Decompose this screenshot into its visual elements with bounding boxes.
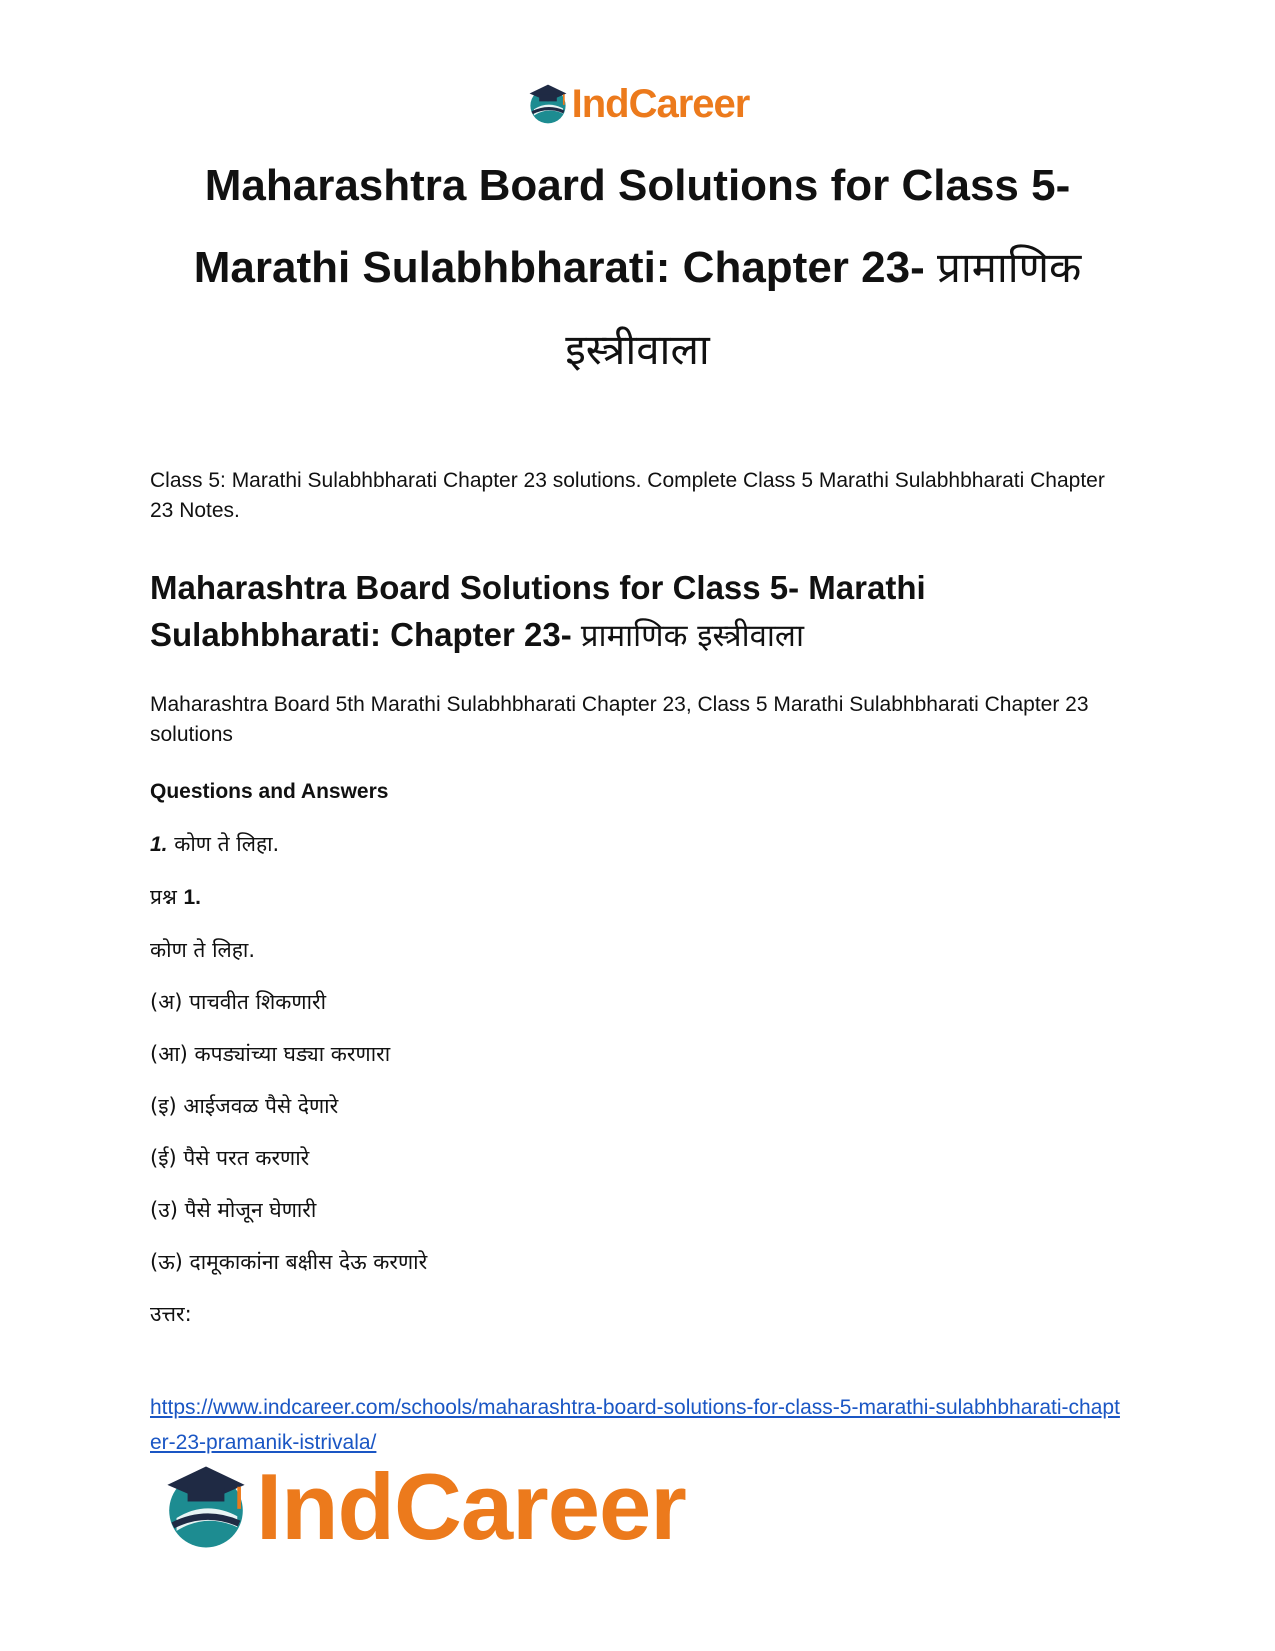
prashna-label — [150, 882, 1130, 913]
source-link[interactable]: https://www.indcareer.com/schools/maharashtra-board-solutions-for-class-5-marathi-sulabhbharati-chapter-23-pramanik-istrivala/ — [150, 1396, 1120, 1454]
list-item: (आ) कपड्यांच्या घड्या करणारा — [150, 1042, 391, 1066]
list-item: (ऊ) दामूकाकांना बक्षीस देऊ करणारे — [150, 1250, 428, 1274]
intro-paragraph: Class 5: Marathi Sulabhbharati Chapter 23 solutions. Complete Class 5 Marathi Sulabhbharati Chapter 23 Notes. — [150, 469, 1105, 522]
brand-wordmark: IndCareer — [571, 82, 750, 126]
question-prompt: कोण ते लिहा. — [150, 938, 256, 962]
list-item: (उ) पैसे मोजून घेणारी — [150, 1198, 317, 1222]
graduation-cap-globe-icon — [160, 1461, 252, 1553]
title-line-1: Maharashtra Board Solutions for Class 5- — [204, 161, 1071, 210]
graduation-cap-globe-icon — [526, 82, 570, 126]
footer-logo — [160, 1454, 686, 1559]
title-line-3-marathi: इस्त्रीवाला — [565, 325, 710, 374]
article-body — [150, 466, 1130, 1329]
qa-heading: Questions and Answers — [150, 780, 389, 803]
section-heading — [150, 564, 1130, 660]
prashna-number: 1. — [183, 886, 201, 909]
answer-label: उत्तर: — [150, 1302, 192, 1326]
section-heading-marathi: प्रामाणिक इस्त्रीवाला — [580, 618, 804, 654]
section-heading-english: Maharashtra Board Solutions for Class 5- Marathi Sulabhbharati: Chapter 23- — [150, 569, 926, 653]
list-item: (ई) पैसे परत करणारे — [150, 1146, 310, 1170]
list-item: (इ) आईजवळ पैसे देणारे — [150, 1094, 339, 1118]
page-title — [150, 145, 1125, 391]
question-title — [150, 829, 1130, 860]
title-line-2-marathi: प्रामाणिक — [936, 243, 1082, 292]
question-number: 1. — [150, 833, 168, 856]
prashna-text: प्रश्न — [150, 885, 184, 909]
title-line-2: Marathi Sulabhbharati: Chapter 23- — [193, 243, 937, 292]
question-title-text: कोण ते लिहा. — [167, 832, 280, 856]
description-paragraph: Maharashtra Board 5th Marathi Sulabhbharati Chapter 23, Class 5 Marathi Sulabhbharati Chapter 23 solutions — [150, 693, 1089, 746]
brand-wordmark: IndCareer — [256, 1454, 686, 1559]
header-logo — [0, 78, 1275, 130]
list-item: (अ) पाचवीत शिकणारी — [150, 990, 327, 1014]
